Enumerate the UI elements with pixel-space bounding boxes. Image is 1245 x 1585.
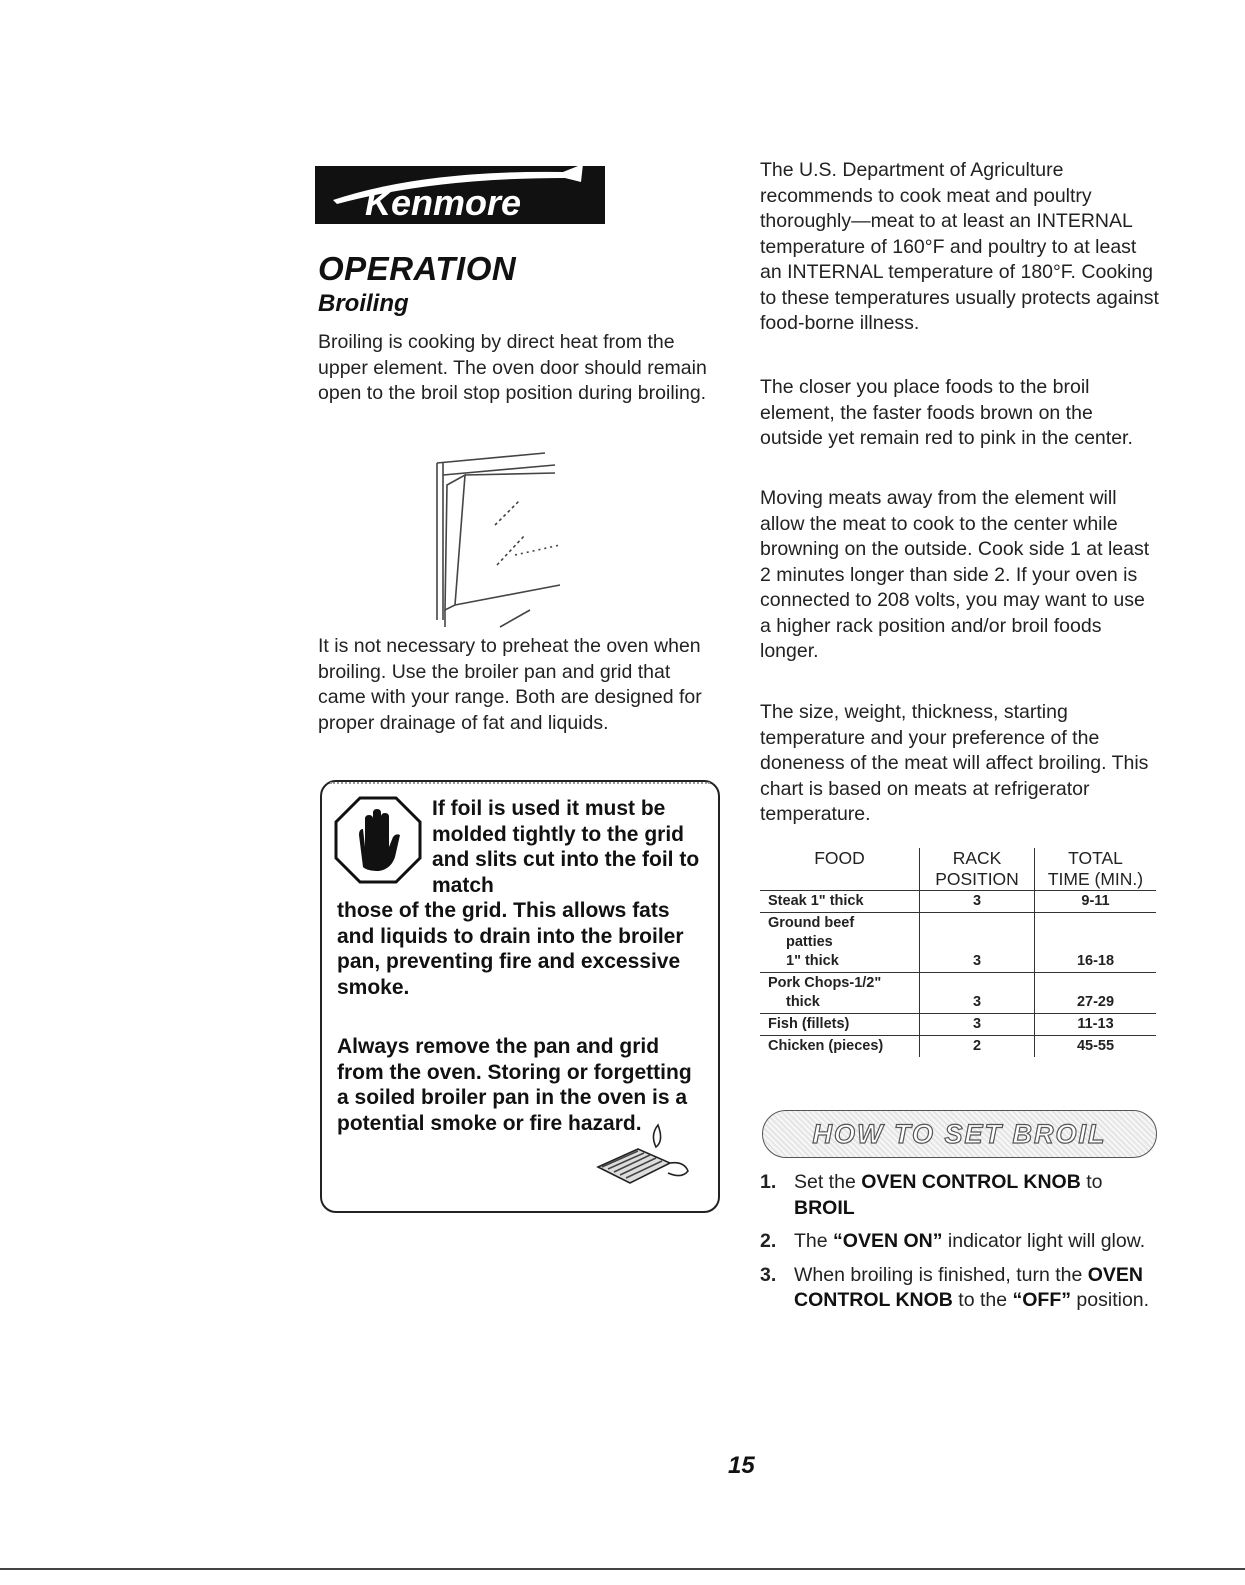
step-item: 2. The “OVEN ON” indicator light will glow. xyxy=(760,1230,1146,1252)
header-rack: RACK POSITION xyxy=(920,848,1035,891)
page-number: 15 xyxy=(728,1452,755,1479)
moving-meats-paragraph: Moving meats away from the element will allow the meat to cook to the center while browning on the outside. Cook side 1 at least 2 minutes longer than side 2. If your oven is connected to 208 volts, you may want to use a higher rack position and/or broil foods longer. xyxy=(760,487,1150,662)
header-time: TOTAL TIME (MIN.) xyxy=(1035,848,1157,891)
table-header-row xyxy=(760,848,1156,891)
food-cell: Steak 1" thick xyxy=(760,891,920,913)
rack-cell: 3 xyxy=(920,973,1035,1014)
rack-cell: 3 xyxy=(920,1014,1035,1036)
time-cell: 11-13 xyxy=(1035,1014,1157,1036)
table-row xyxy=(760,1014,1156,1036)
rack-cell: 3 xyxy=(920,891,1035,913)
table-row xyxy=(760,891,1156,913)
time-cell: 27-29 xyxy=(1035,973,1157,1014)
chart-basis-paragraph: The size, weight, thickness, starting temperature and your preference of the doneness of the meat will affect broiling. This chart is based on meats at refrigerator temperature. xyxy=(760,701,1149,825)
table-row xyxy=(760,973,1156,1014)
rack-cell: 2 xyxy=(920,1036,1035,1058)
step-item: 1. Set the OVEN CONTROL KNOB to BROIL xyxy=(760,1171,1103,1219)
broiler-pan-icon xyxy=(592,1123,692,1193)
usda-paragraph: The U.S. Department of Agriculture recommends to cook meat and poultry thoroughly—meat to at least an INTERNAL temperature of 160°F and poultry to at least an INTERNAL temperature of 180°F. Cooking to these temperatures usually protects against food-borne illness. xyxy=(760,159,1159,334)
how-to-set-broil-banner xyxy=(762,1110,1157,1158)
footer-rule xyxy=(0,1568,1245,1570)
broiling-intro: Broiling is cooking by direct heat from the upper element. The oven door should remain open to the broil stop position during broiling. xyxy=(318,331,707,404)
svg-text:Kenmore: Kenmore xyxy=(365,182,522,223)
oven-door-broil-stop-illustration xyxy=(425,445,585,630)
warning-lead: If foil is used it must be molded tightly to the grid and slits cut into the foil to match xyxy=(432,797,700,897)
time-cell: 45-55 xyxy=(1035,1036,1157,1058)
section-title: OPERATION xyxy=(318,250,517,287)
broil-chart xyxy=(760,848,1160,1057)
stop-hand-icon xyxy=(333,795,423,885)
step-item: 3. When broiling is finished, turn the OVEN CONTROL KNOB to the “OFF” position. xyxy=(760,1263,1150,1311)
table-row xyxy=(760,1036,1156,1058)
warning-rest: those of the grid. This allows fats and liquids to drain into the broiler pan, preventing fire and excessive smoke. xyxy=(337,899,684,999)
preheat-note: It is not necessary to preheat the oven when broiling. Use the broiler pan and grid that came with your range. Both are designed for proper drainage of fat and liquids. xyxy=(318,635,702,734)
subsection-title: Broiling xyxy=(318,290,409,317)
time-cell: 9-11 xyxy=(1035,891,1157,913)
table-row xyxy=(760,913,1156,973)
kenmore-logo xyxy=(313,160,613,232)
food-cell: Pork Chops-1/2" thick xyxy=(760,973,920,1014)
rack-cell: 3 xyxy=(920,913,1035,973)
closer-paragraph: The closer you place foods to the broil element, the faster foods brown on the outside yet remain red to pink in the center. xyxy=(760,376,1133,449)
broil-steps xyxy=(760,1170,1160,1322)
food-cell: Fish (fillets) xyxy=(760,1014,920,1036)
warning-remove-pan: Always remove the pan and grid from the oven. Storing or forgetting a soiled broiler pan in the oven is a potential smoke or fire hazard. xyxy=(337,1035,692,1135)
how-to-title: HOW TO SET BROIL xyxy=(812,1118,1107,1149)
header-food: FOOD xyxy=(760,848,920,891)
time-cell: 16-18 xyxy=(1035,913,1157,973)
broil-table xyxy=(760,848,1156,1057)
food-cell: Ground beef patties 1" thick xyxy=(760,913,920,973)
food-cell: Chicken (pieces) xyxy=(768,1038,884,1054)
